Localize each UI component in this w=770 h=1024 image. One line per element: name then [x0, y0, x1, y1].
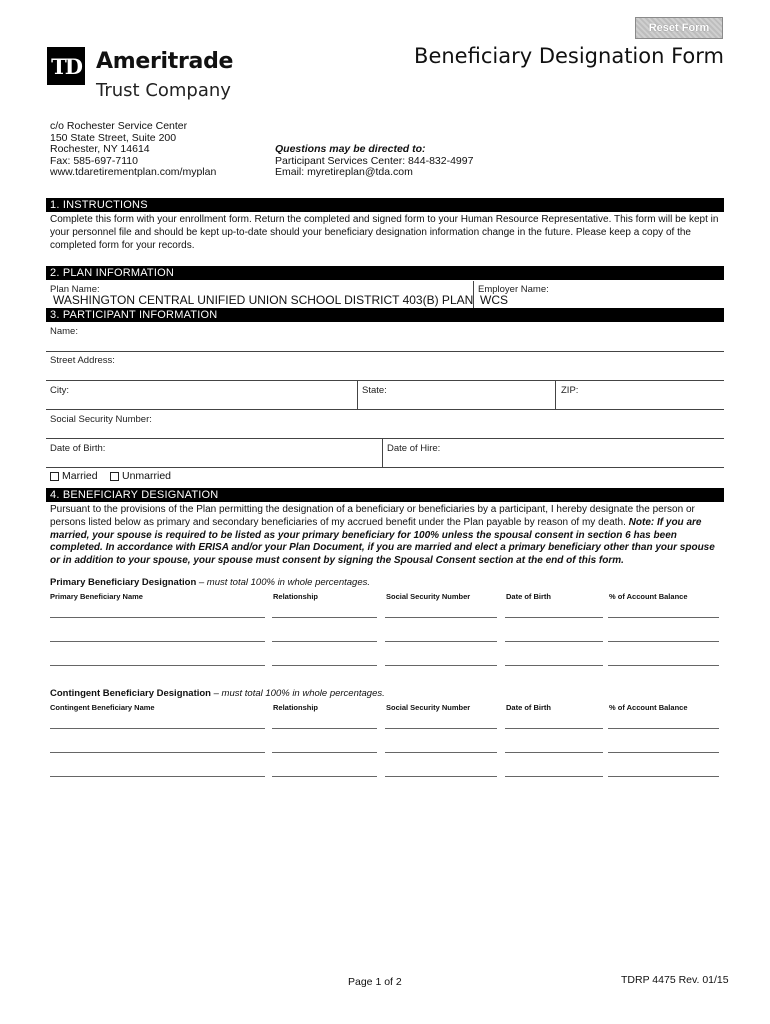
divider — [46, 380, 724, 381]
primary-name-field[interactable] — [50, 649, 265, 665]
input-underline — [50, 776, 265, 777]
form-title: Beneficiary Designation Form — [414, 44, 724, 68]
unmarried-label: Unmarried — [122, 470, 172, 482]
unmarried-checkbox[interactable] — [110, 472, 119, 481]
primary-percent-field[interactable] — [608, 601, 719, 617]
divider — [46, 467, 724, 468]
name-field[interactable] — [46, 338, 724, 352]
plan-name-field[interactable]: WASHINGTON CENTRAL UNIFIED UNION SCHOOL DISTRICT 403(B) PLAN — [53, 293, 474, 307]
input-underline — [505, 641, 603, 642]
primary-title: Primary Beneficiary Designation — [50, 577, 197, 588]
zip-field[interactable] — [556, 395, 724, 409]
address-block — [50, 121, 216, 179]
input-underline — [608, 641, 719, 642]
primary-relationship-field[interactable] — [272, 625, 377, 641]
primary-relationship-field[interactable] — [272, 601, 377, 617]
dob-field[interactable] — [46, 453, 381, 467]
address-line: c/o Rochester Service Center — [50, 120, 188, 132]
input-underline — [272, 752, 377, 753]
input-underline — [505, 617, 603, 618]
primary-ssn-field[interactable] — [385, 601, 497, 617]
unmarried-option[interactable] — [110, 470, 171, 482]
contingent-relationship-field[interactable] — [272, 736, 377, 752]
logo-subtitle: Trust Company — [96, 80, 231, 101]
td-logo-mark: TD — [47, 47, 85, 85]
primary-dob-field[interactable] — [505, 649, 603, 665]
primary-dob-field[interactable] — [505, 601, 603, 617]
input-underline — [505, 776, 603, 777]
col-header: % of Account Balance — [609, 703, 688, 712]
primary-percent-field[interactable] — [608, 649, 719, 665]
beneficiary-text — [50, 504, 720, 568]
input-underline — [272, 665, 377, 666]
divider — [46, 409, 724, 410]
input-underline — [608, 665, 719, 666]
input-underline — [608, 617, 719, 618]
input-underline — [385, 641, 497, 642]
contingent-title: Contingent Beneficiary Designation — [50, 688, 211, 699]
primary-percent-field[interactable] — [608, 625, 719, 641]
married-checkbox[interactable] — [50, 472, 59, 481]
state-field[interactable] — [358, 395, 554, 409]
contingent-ssn-field[interactable] — [385, 760, 497, 776]
input-underline — [385, 752, 497, 753]
contingent-name-field[interactable] — [50, 712, 265, 728]
input-underline — [608, 728, 719, 729]
col-header: Social Security Number — [386, 703, 471, 712]
primary-note: – must total 100% in whole percentages. — [196, 577, 370, 588]
col-header: Contingent Beneficiary Name — [50, 703, 155, 712]
logo-name: Ameritrade — [96, 49, 234, 74]
contingent-ssn-field[interactable] — [385, 712, 497, 728]
col-header: Relationship — [273, 592, 319, 601]
page-number: Page 1 of 2 — [348, 976, 402, 988]
married-option[interactable] — [50, 470, 98, 482]
questions-title: Questions may be directed to: — [275, 143, 426, 155]
beneficiary-text-plain: Pursuant to the provisions of the Plan permitting the designation of a beneficiary or beneficiaries by a participant, I hereby designate the person or persons listed below as primary and secondary beneficiaries of my accrued benefit under the Plan payable by reason of my death. — [50, 504, 695, 528]
state-label: State: — [362, 385, 387, 396]
input-underline — [608, 752, 719, 753]
primary-dob-field[interactable] — [505, 625, 603, 641]
contingent-relationship-field[interactable] — [272, 760, 377, 776]
input-underline — [272, 617, 377, 618]
primary-section-title — [50, 577, 370, 588]
col-header: Date of Birth — [506, 703, 551, 712]
input-underline — [272, 641, 377, 642]
contingent-percent-field[interactable] — [608, 712, 719, 728]
questions-email: Email: myretireplan@tda.com — [275, 166, 413, 179]
primary-ssn-field[interactable] — [385, 625, 497, 641]
col-header: Relationship — [273, 703, 319, 712]
input-underline — [385, 617, 497, 618]
address-line: Rochester, NY 14614 — [50, 143, 150, 156]
plan-name-label: Plan Name: — [50, 284, 100, 295]
primary-ssn-field[interactable] — [385, 649, 497, 665]
married-label: Married — [62, 470, 98, 482]
col-header: % of Account Balance — [609, 592, 688, 601]
input-underline — [50, 617, 265, 618]
address-fax: Fax: 585-697-7110 — [50, 154, 138, 167]
employer-name-field[interactable]: WCS — [480, 293, 508, 307]
contingent-percent-field[interactable] — [608, 736, 719, 752]
input-underline — [50, 641, 265, 642]
input-underline — [272, 776, 377, 777]
contingent-note: – must total 100% in whole percentages. — [211, 688, 385, 699]
contingent-name-field[interactable] — [50, 736, 265, 752]
address-website: www.tdaretirementplan.com/myplan — [50, 166, 217, 179]
input-underline — [50, 665, 265, 666]
input-underline — [505, 728, 603, 729]
city-label: City: — [50, 385, 69, 396]
contingent-section-title — [50, 688, 385, 699]
divider — [46, 351, 724, 352]
divider — [473, 281, 474, 309]
primary-name-field[interactable] — [50, 625, 265, 641]
dob-label: Date of Birth: — [50, 443, 106, 454]
zip-label: ZIP: — [561, 385, 579, 396]
address-line: 150 State Street, Suite 200 — [50, 131, 177, 144]
contingent-dob-field[interactable] — [505, 760, 603, 776]
employer-name-label: Employer Name: — [478, 284, 549, 295]
reset-form-button[interactable]: Reset Form — [635, 17, 723, 39]
input-underline — [50, 728, 265, 729]
contingent-dob-field[interactable] — [505, 712, 603, 728]
col-header: Social Security Number — [386, 592, 471, 601]
doh-field[interactable] — [383, 453, 724, 467]
beneficiary-note: Note: If you are married, your spouse is required to be listed as your primary beneficiary for 100% unless the spousal consent in section 6 has been completed. In accordance with ERISA and/or your Plan Document, if you are married and elect a primary beneficiary other than your spouse or in addition to your spouse, your spouse must consent by signing the Spousal Consent section at the end of this form. — [50, 516, 715, 567]
input-underline — [505, 665, 603, 666]
input-underline — [505, 752, 603, 753]
street-address-field[interactable] — [46, 366, 724, 380]
form-revision: TDRP 4475 Rev. 01/15 — [621, 974, 729, 986]
primary-relationship-field[interactable] — [272, 649, 377, 665]
contingent-dob-field[interactable] — [505, 736, 603, 752]
street-address-label: Street Address: — [50, 355, 115, 366]
ssn-field[interactable] — [46, 424, 724, 438]
section-plan-header: 2. PLAN INFORMATION — [46, 266, 724, 280]
ssn-label: Social Security Number: — [50, 414, 152, 425]
contingent-percent-field[interactable] — [608, 760, 719, 776]
city-field[interactable] — [46, 395, 356, 409]
input-underline — [272, 728, 377, 729]
primary-name-field[interactable] — [50, 601, 265, 617]
section-instructions-header: 1. INSTRUCTIONS — [46, 198, 724, 212]
col-header: Date of Birth — [506, 592, 551, 601]
input-underline — [385, 665, 497, 666]
input-underline — [50, 752, 265, 753]
instructions-text: Complete this form with your enrollment form. Return the completed and signed form to your Human Resource Representative. This form will be kept in your personnel file and should be kept up-to-date should your beneficiary designation information change in the future. Please keep a copy of the completed form for your records. — [50, 214, 719, 251]
questions-phone: Participant Services Center: 844-832-4997 — [275, 154, 474, 167]
col-header: Primary Beneficiary Name — [50, 592, 143, 601]
contingent-ssn-field[interactable] — [385, 736, 497, 752]
doh-label: Date of Hire: — [387, 443, 441, 454]
questions-block — [275, 144, 473, 179]
input-underline — [385, 728, 497, 729]
contingent-relationship-field[interactable] — [272, 712, 377, 728]
section-beneficiary-header: 4. BENEFICIARY DESIGNATION — [46, 488, 724, 502]
input-underline — [608, 776, 719, 777]
input-underline — [385, 776, 497, 777]
section-participant-header: 3. PARTICIPANT INFORMATION — [46, 308, 724, 322]
divider — [46, 438, 724, 439]
name-label: Name: — [50, 326, 78, 337]
contingent-name-field[interactable] — [50, 760, 265, 776]
